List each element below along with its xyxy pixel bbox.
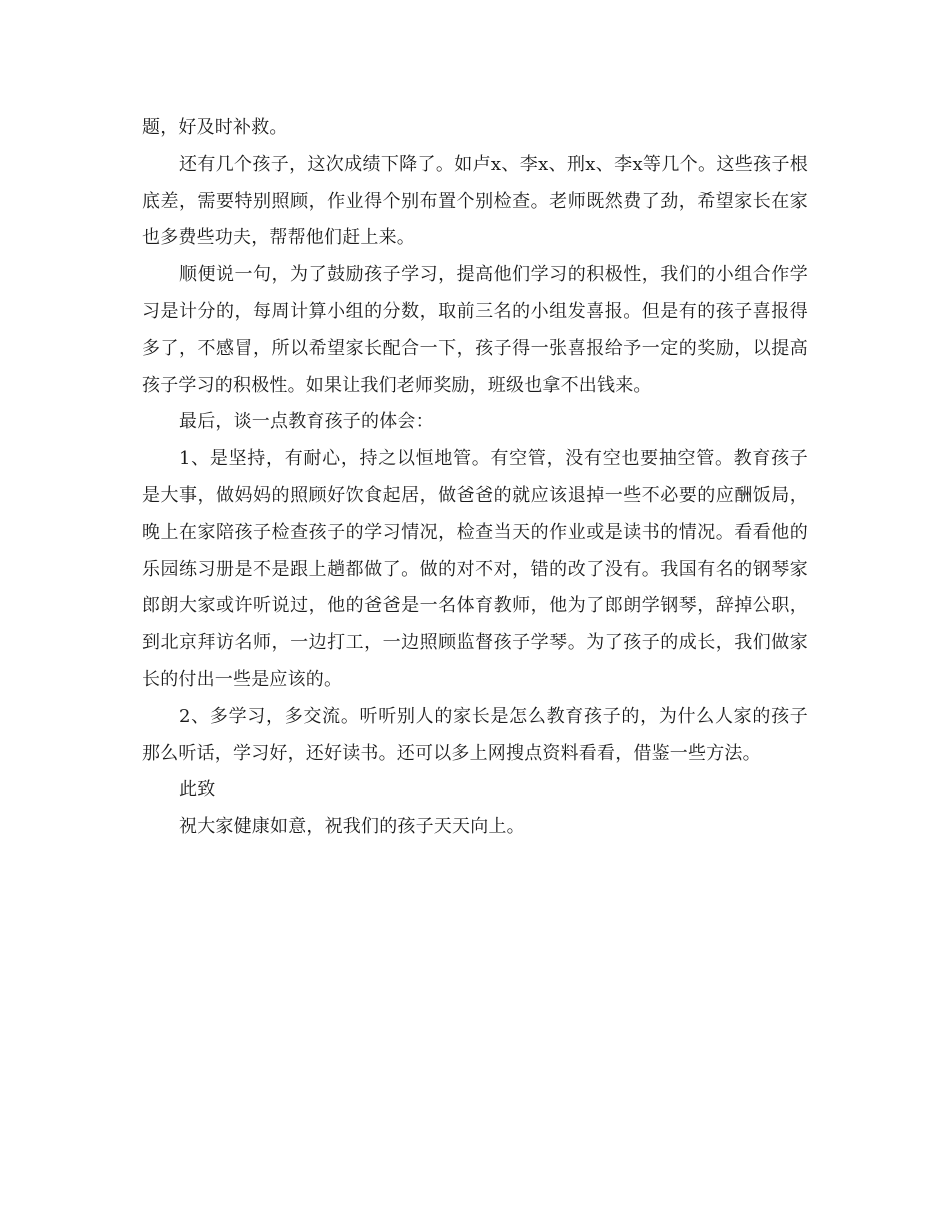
paragraph-point-2: 2、多学习，多交流。听听别人的家长是怎么教育孩子的，为什么人家的孩子那么听话，学习好，还好读书。还可以多上网搜点资料看看，借鉴一些方法。 — [142, 705, 808, 764]
document-body — [142, 110, 808, 846]
paragraph-finally: 最后，谈一点教育孩子的体会： — [179, 411, 434, 433]
paragraph-closing: 此致 — [179, 779, 216, 801]
paragraph-point-1: 1、是坚持，有耐心，持之以恒地管。有空管，没有空也要抽空管。教育孩子是大事，做妈妈的照顾好饮食起居，做爸爸的就应该退掉一些不必要的应酬饭局，晚上在家陪孩子检查孩子的学习情况，检查当天的作业或是读书的情况。看看他的乐园练习册是不是跟上趟都做了。做的对不对，错的改了没有。我国有名的钢琴家郎朗大家或许听说过，他的爸爸是一名体育教师，他为了郎朗学钢琴，辞掉公职，到北京拜访名师，一边打工，一边照顾监督孩子学琴。为了孩子的成长，我们做家长的付出一些是应该的。 — [142, 448, 808, 690]
paragraph-wishes: 祝大家健康如意，祝我们的孩子天天向上。 — [179, 816, 525, 838]
paragraph-grades-dropped: 还有几个孩子，这次成绩下降了。如卢x、李x、刑x、李x等几个。这些孩子根底差，需要特别照顾，作业得个别布置个别检查。老师既然费了劲，希望家长在家也多费些功夫，帮帮他们赶上来。 — [142, 153, 808, 249]
paragraph-continuation: 题，好及时补救。 — [142, 117, 288, 138]
paragraph-group-learning: 顺便说一句，为了鼓励孩子学习，提高他们学习的积极性，我们的小组合作学习是计分的，每周计算小组的分数，取前三名的小组发喜报。但是有的孩子喜报得多了，不感冒，所以希望家长配合一下，孩子得一张喜报给予一定的奖励，以提高孩子学习的积极性。如果让我们老师奖励，班级也拿不出钱来。 — [142, 264, 808, 396]
